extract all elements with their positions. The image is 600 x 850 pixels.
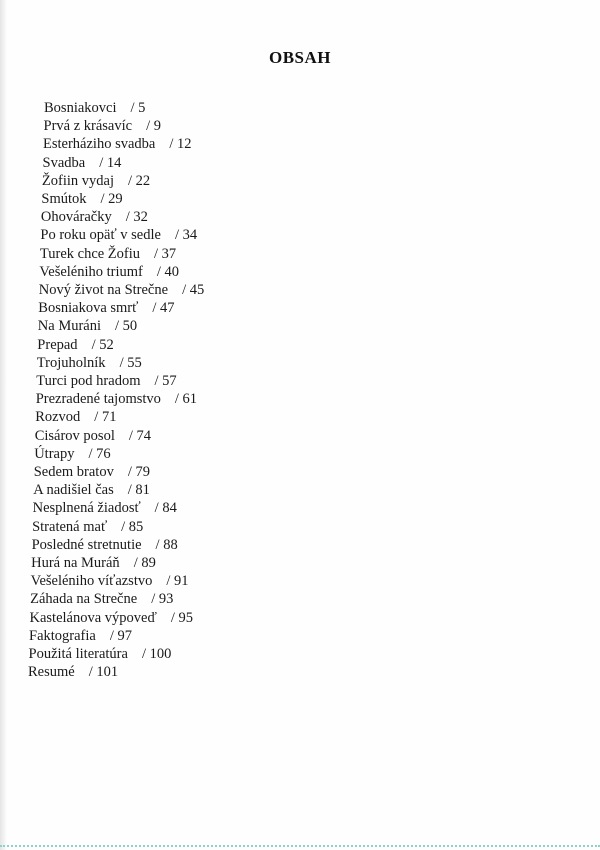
toc-entry — [38, 299, 174, 317]
toc-entry-title: Smútok — [41, 191, 87, 207]
toc-entry — [42, 172, 150, 190]
toc-entry — [36, 390, 197, 408]
toc-entry-page-number: / 76 — [88, 445, 111, 462]
toc-entry — [35, 408, 116, 426]
toc-entry-page-number: / 97 — [109, 627, 132, 644]
toc-entry-title: Záhada na Strečne — [30, 591, 138, 608]
toc-entry-page-number: / 5 — [130, 100, 146, 116]
toc-entry-page-number: / 71 — [94, 409, 117, 426]
toc-entry — [43, 135, 192, 153]
toc-entry-title: Faktografia — [29, 627, 96, 644]
toc-entry-title: Na Muráni — [37, 318, 102, 335]
toc-entry-page-number: / 91 — [166, 573, 189, 590]
toc-entry — [30, 590, 173, 608]
page-gutter-shadow — [0, 0, 7, 850]
toc-entry-title: Nový život na Strečne — [38, 282, 169, 298]
toc-entry-page-number: / 89 — [133, 555, 156, 571]
toc-entry-page-number: / 47 — [152, 300, 175, 317]
toc-entry-title: Prvá z krásavíc — [43, 118, 133, 135]
toc-entry-title: Bosniakova smrť — [38, 300, 139, 317]
toc-entry-title: Po roku opäť v sedle — [40, 227, 161, 244]
toc-entry-page-number: / 52 — [91, 336, 114, 353]
toc-entry-page-number: / 85 — [121, 518, 144, 535]
toc-entry-title: Posledné stretnutie — [31, 536, 142, 553]
toc-entry-title: Esterháziho svadba — [43, 136, 156, 153]
bottom-dotted-border — [0, 845, 600, 847]
toc-entry-title: Žofiin vydaj — [41, 172, 114, 189]
toc-entry — [38, 317, 137, 335]
toc-entry-page-number: / 14 — [99, 154, 122, 171]
toc-entry-title: Rozvod — [35, 409, 81, 426]
toc-entry-page-number: / 95 — [170, 609, 194, 626]
toc-entry-title: Prezradené tajomstvo — [35, 391, 161, 408]
toc-entry — [40, 245, 176, 263]
toc-entry-page-number: / 57 — [154, 373, 177, 389]
toc-entry-title: Vešeléniho triumf — [39, 263, 143, 280]
toc-entry — [37, 354, 142, 372]
toc-entry — [33, 499, 177, 517]
toc-entry-title: Turci pod hradom — [36, 373, 141, 389]
toc-entry-title: Vešeléniho víťazstvo — [30, 573, 153, 590]
toc-entry-page-number: / 50 — [115, 318, 138, 335]
toc-entry-page-number: / 101 — [88, 664, 119, 681]
toc-entry-page-number: / 37 — [154, 245, 177, 262]
toc-entry-title: Ohováračky — [40, 209, 112, 226]
toc-entry — [39, 263, 179, 281]
toc-entry-page-number: / 34 — [174, 227, 198, 244]
toc-entry — [29, 645, 172, 663]
toc-entry-title: Stratená mať — [32, 518, 108, 535]
toc-entry-page-number: / 9 — [146, 118, 161, 135]
toc-entry — [32, 536, 178, 554]
toc-entry — [28, 663, 118, 681]
toc-entry-page-number: / 32 — [125, 209, 148, 226]
toc-entry-page-number: / 84 — [154, 500, 177, 517]
toc-entry — [31, 572, 189, 590]
toc-entry — [41, 190, 122, 208]
toc-entry-page-number: / 55 — [119, 354, 142, 371]
toc-entry-page-number: / 88 — [155, 536, 178, 553]
toc-entry-title: Kastelánova výpoveď — [29, 609, 157, 626]
toc-entry-page-number: / 45 — [182, 282, 205, 298]
toc-entry-title: Použitá literatúra — [28, 646, 128, 662]
toc-entry — [41, 208, 148, 226]
toc-entry — [34, 445, 110, 463]
toc-entry-title: Sedem bratov — [33, 464, 114, 480]
toc-entry-title: Turek chce Žofiu — [39, 245, 141, 262]
toc-entry — [36, 372, 176, 390]
toc-entry-title: A nadišiel čas — [33, 482, 114, 499]
toc-entry-title: Svadba — [42, 154, 86, 171]
toc-entry-page-number: / 12 — [169, 136, 192, 153]
toc-entry — [44, 117, 161, 135]
toc-entry-title: Cisárov posol — [34, 427, 115, 444]
toc-entry-title: Hurá na Muráň — [31, 555, 120, 571]
toc-entry-page-number: / 74 — [128, 427, 151, 444]
toc-entry-page-number: / 61 — [174, 391, 198, 408]
toc-entry — [31, 554, 156, 572]
toc-entry-title: Resumé — [28, 664, 75, 681]
toc-entry — [30, 609, 194, 627]
toc-entry-page-number: / 29 — [100, 191, 123, 207]
toc-entry-title: Prepad — [37, 336, 78, 353]
toc-entry-page-number: / 79 — [127, 464, 150, 480]
toc-entry-page-number: / 100 — [141, 646, 172, 662]
page-title: OBSAH — [268, 48, 332, 67]
toc-entry-title: Nesplnená žiadosť — [32, 500, 141, 517]
toc-entry — [33, 481, 150, 499]
toc-entry — [34, 463, 150, 481]
toc-entry-title: Trojuholník — [36, 354, 106, 371]
toc-entry — [39, 281, 204, 299]
toc-entry-page-number: / 22 — [127, 172, 151, 189]
toc-entry — [32, 518, 143, 536]
toc-entry — [37, 336, 113, 354]
toc-entry-title: Útrapy — [34, 445, 75, 462]
toc-entry — [29, 627, 132, 645]
toc-entry-page-number: / 93 — [151, 591, 174, 608]
toc-entry-page-number: / 40 — [156, 263, 180, 280]
toc-entry — [40, 226, 197, 244]
toc-entry — [44, 99, 145, 117]
toc-entry — [35, 427, 151, 445]
toc-entry-title: Bosniakovci — [44, 100, 117, 116]
toc-entry — [43, 154, 122, 172]
toc-entry-page-number: / 81 — [127, 482, 150, 499]
